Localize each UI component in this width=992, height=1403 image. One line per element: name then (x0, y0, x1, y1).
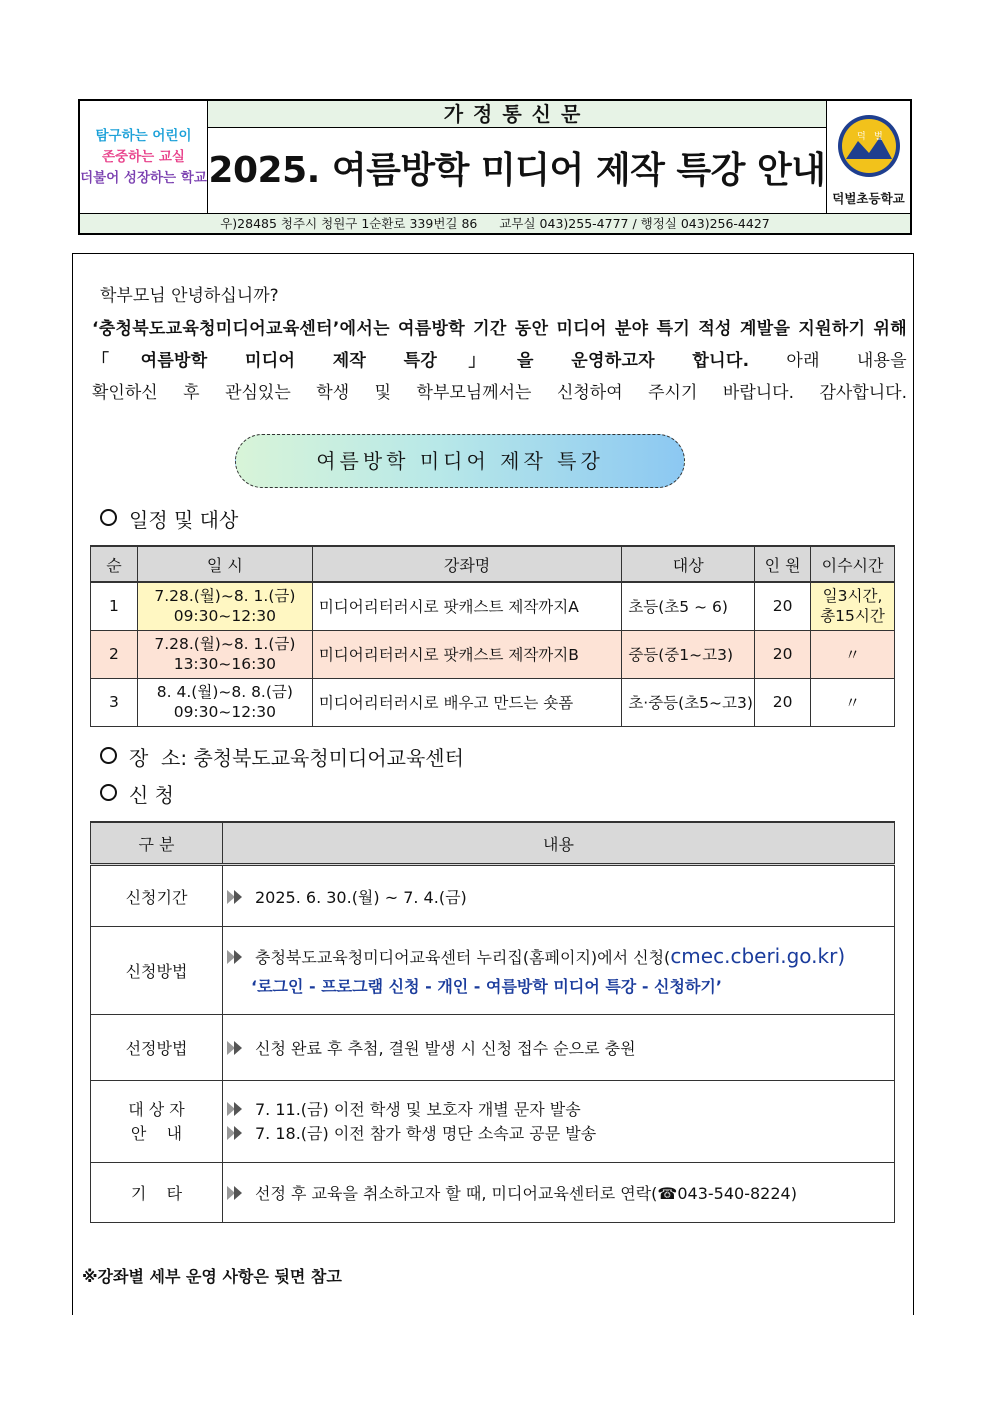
col-date: 일 시 (137, 546, 312, 582)
notice-item-1: 7. 11.(금) 이전 학생 및 보호자 개별 문자 발송 (255, 1099, 581, 1119)
program-banner: 여름방학 미디어 제작 특강 (235, 434, 685, 488)
table-row (91, 582, 895, 630)
col-hours: 이수시간 (811, 546, 895, 582)
row-date-time: 13:30~16:30 (173, 655, 277, 673)
row-date-days: 7.28.(월)~8. 1.(금) (154, 587, 296, 606)
row-hours-daily: 일3시간, (822, 587, 883, 606)
table-row (91, 1081, 895, 1163)
table-row (91, 630, 895, 678)
place-label: 장 소: (129, 746, 188, 770)
table-header-row (91, 546, 895, 582)
school-emblem-icon (836, 113, 902, 179)
emblem-char-1: 덕 (856, 132, 866, 142)
center-website-link[interactable]: cmec.cberi.go.kr (670, 944, 838, 968)
address-bar (80, 213, 910, 233)
period-content (223, 865, 895, 927)
section-schedule-title: 일정 및 대상 (129, 508, 239, 532)
period-label: 신청기간 (91, 865, 223, 927)
arrow-bullet-icon (227, 890, 247, 904)
row-no: 3 (91, 678, 138, 726)
school-badge (826, 101, 910, 213)
select-value: 신청 완료 후 추첨, 결원 발생 시 신청 접수 순으로 충원 (255, 1039, 636, 1058)
col-category: 구 분 (91, 822, 223, 865)
select-label: 선정방법 (91, 1015, 223, 1081)
method-close-paren: ) (837, 944, 846, 968)
greeting: 학부모님 안녕하십니까? (100, 286, 279, 306)
col-content: 내용 (223, 822, 895, 865)
row-date (137, 630, 312, 678)
arrow-bullet-icon (227, 1186, 247, 1200)
intro-normal: 아래 내용을 (749, 351, 907, 371)
section-apply-title: 신 청 (129, 783, 174, 807)
row-date-time: 09:30~12:30 (173, 607, 277, 626)
circle-bullet-icon (100, 784, 117, 801)
col-course: 강좌명 (312, 546, 622, 582)
slogan-line-2: 존중하는 교실 (102, 148, 185, 165)
notice-label-line2: 안 내 (130, 1123, 183, 1143)
arrow-bullet-icon (227, 1126, 247, 1140)
row-count: 20 (755, 582, 811, 630)
method-content (223, 927, 895, 1015)
table-row (91, 678, 895, 726)
footnote: ※강좌별 세부 운영 사항은 뒷면 참고 (82, 1267, 342, 1286)
row-no: 2 (91, 630, 138, 678)
school-slogan-logo (80, 101, 208, 213)
period-value: 2025. 6. 30.(월) ~ 7. 4.(금) (255, 887, 467, 907)
row-course: 미디어리터러시로 배우고 만드는 숏폼 (312, 678, 622, 726)
row-target: 초등(초5 ~ 6) (622, 582, 755, 630)
emblem-char-2: 벌 (873, 132, 883, 142)
notice-label-line1: 대 상 자 (128, 1099, 185, 1119)
application-table (90, 821, 895, 1223)
arrow-bullet-icon (227, 1041, 247, 1055)
row-date-days: 8. 4.(월)~8. 8.(금) (156, 683, 293, 701)
row-count: 20 (755, 630, 811, 678)
row-hours: 〃 (811, 630, 895, 678)
intro-bold: ‘충청북도교육청미디어교육센터’에서는 여름방학 기간 동안 미디어 분야 특기 적성 계발을 지원하기 위해 「여름방학 미디어 제작 특강」을 운영하고자 합니다. (92, 319, 907, 371)
row-course: 미디어리터러시로 팟캐스트 제작까지B (312, 630, 622, 678)
table-row (91, 1015, 895, 1081)
row-count: 20 (755, 678, 811, 726)
method-steps: ‘로그인 - 프로그램 신청 - 개인 - 여름방학 미디어 특강 - 신청하기’ (251, 977, 722, 996)
intro-paragraph (92, 313, 907, 377)
row-target: 중등(중1~고3) (622, 630, 755, 678)
header-center (208, 101, 826, 213)
section-schedule (100, 504, 238, 533)
school-name: 덕벌초등학교 (832, 191, 905, 206)
table-row (91, 927, 895, 1015)
row-date (137, 678, 312, 726)
row-hours-total: 총15시간 (820, 607, 885, 626)
row-hours (811, 582, 895, 630)
table-row (91, 865, 895, 927)
circle-bullet-icon (100, 747, 117, 764)
arrow-bullet-icon (227, 950, 247, 964)
etc-content (223, 1163, 895, 1223)
col-count: 인 원 (755, 546, 811, 582)
newsletter-header (78, 99, 912, 235)
row-target: 초·중등(초5~고3) (622, 678, 755, 726)
row-course: 미디어리터러시로 팟캐스트 제작까지A (312, 582, 622, 630)
row-no: 1 (91, 582, 138, 630)
etc-value: 선정 후 교육을 취소하고자 할 때, 미디어교육센터로 연락(☎043-540-8224) (255, 1184, 797, 1203)
select-content (223, 1015, 895, 1081)
row-date-days: 7.28.(월)~8. 1.(금) (154, 635, 296, 653)
row-date (137, 582, 312, 630)
col-target: 대상 (622, 546, 755, 582)
col-no: 순 (91, 546, 138, 582)
notice-label (91, 1081, 223, 1163)
page-title: 2025. 여름방학 미디어 제작 특강 안내 (208, 150, 826, 191)
school-address: 우)28485 청주시 청원구 1순환로 339번길 86 (220, 216, 478, 231)
method-label: 신청방법 (91, 927, 223, 1015)
arrow-bullet-icon (227, 1102, 247, 1116)
circle-bullet-icon (100, 509, 117, 526)
intro-closing: 확인하신 후 관심있는 학생 및 학부모님께서는 신청하여 주시기 바랍니다. 감사합니다. (92, 383, 907, 403)
table-row (91, 1163, 895, 1223)
method-value: 충청북도교육청미디어교육센터 누리집(홈페이지)에서 신청( (255, 948, 671, 967)
row-hours: 〃 (811, 678, 895, 726)
schedule-table (90, 545, 895, 727)
section-apply (100, 779, 174, 808)
notice-item-2: 7. 18.(금) 이전 참가 학생 명단 소속교 공문 발송 (255, 1123, 597, 1143)
slogan-line-1: 탐구하는 어린이 (95, 127, 192, 144)
school-phones: 교무실 043)255-4777 / 행정실 043)256-4427 (499, 216, 770, 231)
section-place (100, 742, 464, 771)
notice-content (223, 1081, 895, 1163)
slogan-line-3: 더불어 성장하는 학교 (80, 169, 207, 186)
row-date-time: 09:30~12:30 (173, 703, 277, 721)
table-header-row (91, 822, 895, 865)
place-value: 충청북도교육청미디어교육센터 (193, 746, 464, 770)
newsletter-kind: 가정통신문 (208, 101, 826, 128)
etc-label: 기 타 (91, 1163, 223, 1223)
